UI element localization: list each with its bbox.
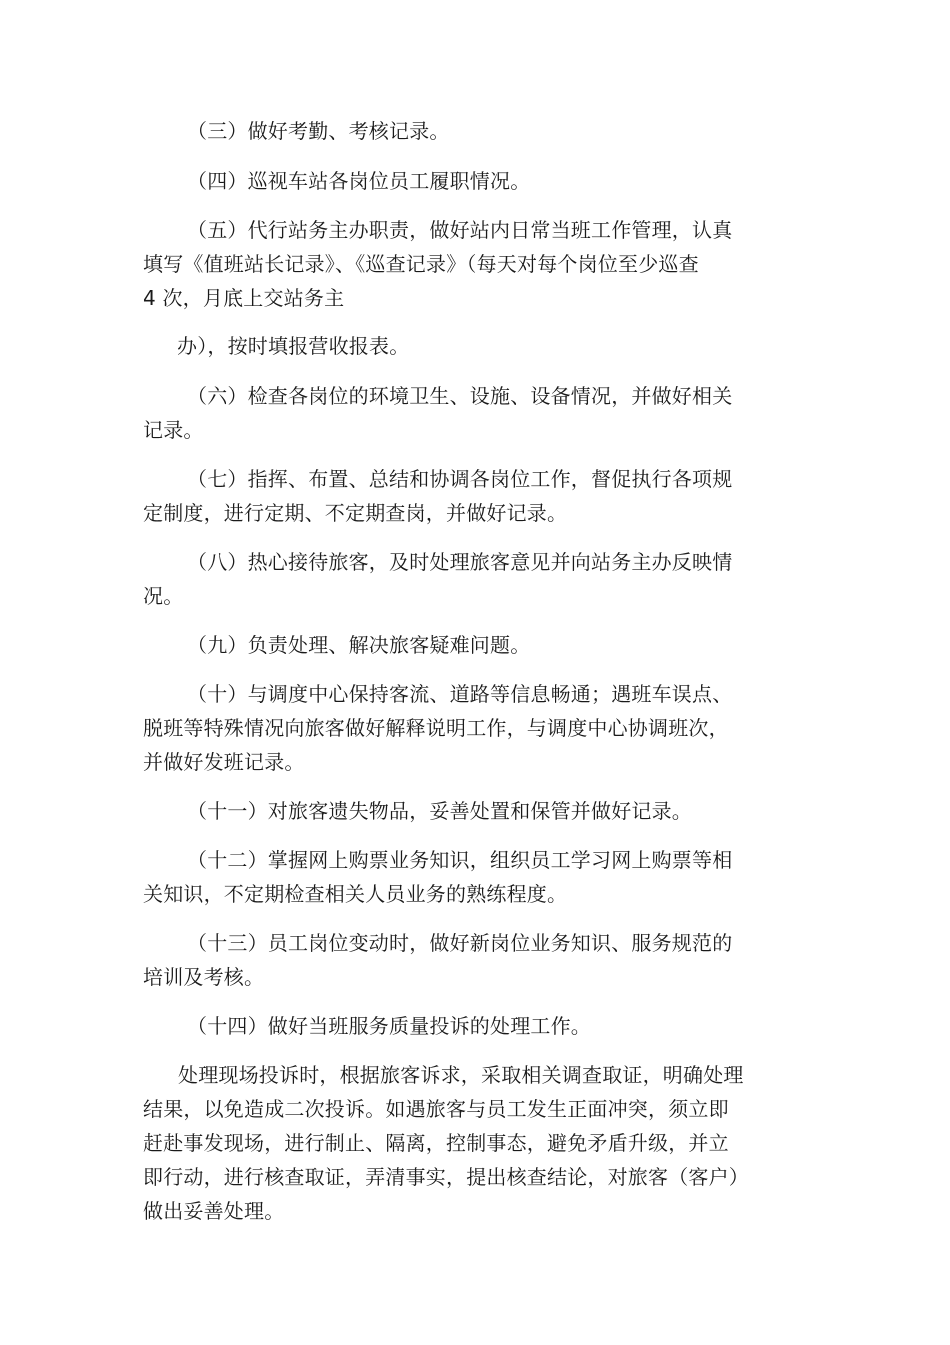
text-line: （十二）掌握网上购票业务知识，组织员工学习网上购票等相: [187, 848, 733, 872]
text-line: （十）与调度中心保持客流、道路等信息畅通；遇班车误点、: [187, 682, 733, 706]
text-line: 定制度，进行定期、不定期查岗，并做好记录。: [143, 501, 568, 525]
text-line: 脱班等特殊情况向旅客做好解释说明工作，与调度中心协调班次，: [143, 716, 729, 740]
text-line: 并做好发班记录。: [143, 750, 305, 774]
paragraph-12: [143, 843, 768, 911]
text-line: （七）指挥、布置、总结和协调各岗位工作，督促执行各项规: [187, 467, 733, 491]
paragraph-14: [143, 1009, 768, 1043]
paragraph-4: [143, 164, 768, 198]
paragraph-8: [143, 545, 768, 613]
text-line: 记录。: [143, 418, 204, 442]
text-line: 办），按时填报营收报表。: [177, 334, 410, 358]
text-line: （十一）对旅客遗失物品，妥善处置和保管并做好记录。: [187, 799, 692, 823]
text-line: （四）巡视车站各岗位员工履职情况。: [187, 169, 531, 193]
text-line: （六）检查各岗位的环境卫生、设施、设备情况，并做好相关: [187, 384, 733, 408]
text-line: （八）热心接待旅客，及时处理旅客意见并向站务主办反映情: [187, 550, 733, 574]
text-line: 况。: [143, 584, 184, 608]
text-line: 关知识，不定期检查相关人员业务的熟练程度。: [143, 882, 568, 906]
text-line: （九）负责处理、解决旅客疑难问题。: [187, 633, 531, 657]
paragraph-3: [143, 114, 768, 148]
paragraph-7: [143, 462, 768, 530]
paragraph-10: [143, 677, 768, 779]
paragraph-5: [143, 213, 768, 315]
paragraph-15: [143, 1058, 768, 1228]
paragraph-11: [143, 794, 768, 828]
paragraph-9: [143, 628, 768, 662]
text-line: 处理现场投诉时，根据旅客诉求，采取相关调查取证，明确处理: [178, 1063, 744, 1087]
text-line: （十四）做好当班服务质量投诉的处理工作。: [187, 1014, 591, 1038]
paragraph-6: [143, 379, 768, 447]
text-line: 填写《值班站长记录》、《巡查记录》（每天对每个岗位至少巡查: [143, 252, 699, 276]
text-line: 培训及考核。: [143, 965, 265, 989]
text-line: 赶赴事发现场，进行制止、隔离，控制事态，避免矛盾升级，并立: [143, 1131, 729, 1155]
text-line: 即行动，进行核查取证，弄清事实，提出核查结论，对旅客（客户）: [143, 1165, 749, 1189]
paragraph-5-continued: [143, 329, 768, 363]
text-line: （五）代行站务主办职责，做好站内日常当班工作管理，认真: [187, 218, 733, 242]
text-line: （十三）员工岗位变动时，做好新岗位业务知识、服务规范的: [187, 931, 733, 955]
paragraph-13: [143, 926, 768, 994]
text-line: 做出妥善处理。: [143, 1199, 285, 1223]
text-line: （三）做好考勤、考核记录。: [187, 119, 450, 143]
text-line: 4 次，月底上交站务主: [143, 286, 345, 310]
text-line: 结果，以免造成二次投诉。如遇旅客与员工发生正面冲突，须立即: [143, 1097, 729, 1121]
